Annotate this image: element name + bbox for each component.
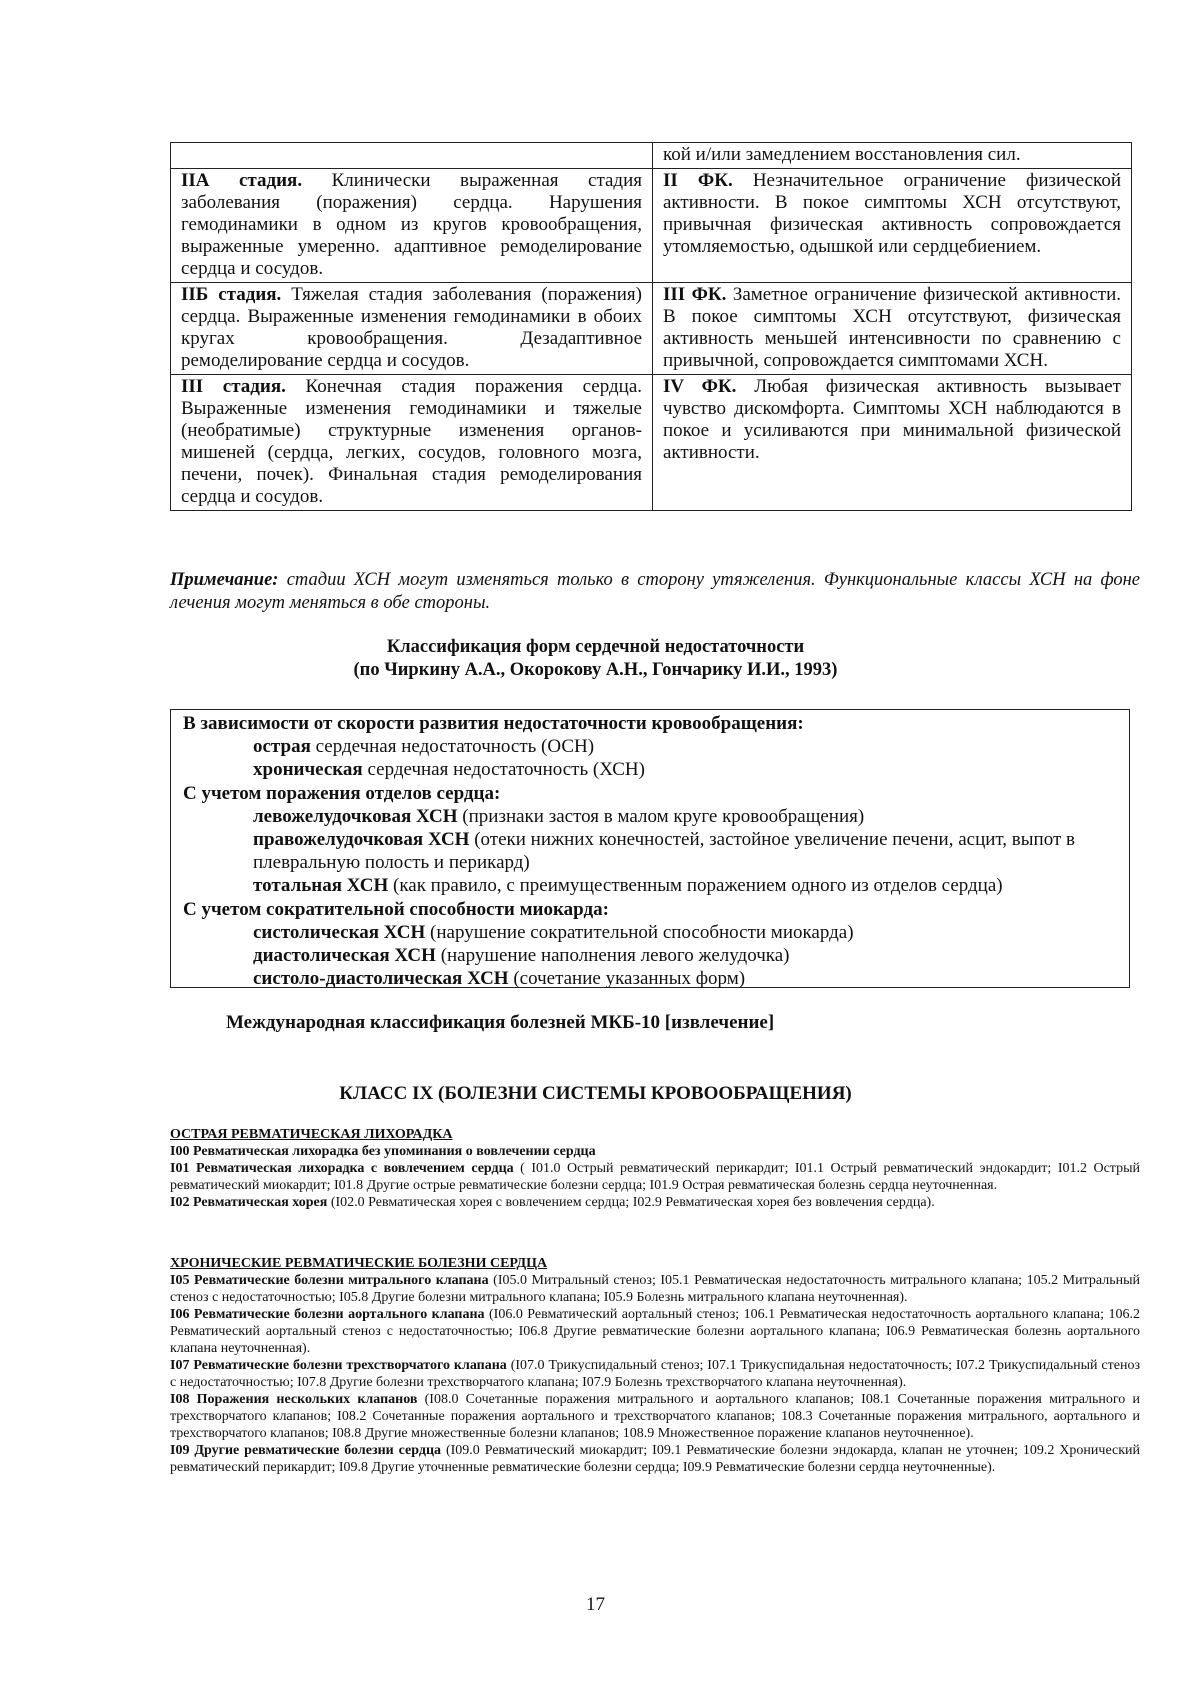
section-title: ОСТРАЯ РЕВМАТИЧЕСКАЯ ЛИХОРАДКА [170,1127,453,1142]
page-number: 17 [586,1594,605,1615]
forms-classification-box [170,709,1130,988]
fc-label: II ФК. [663,170,733,191]
icd-class-title: КЛАСС IX (БОЛЕЗНИ СИСТЕМЫ КРОВООБРАЩЕНИЯ) [339,1083,852,1104]
list-item: систолическая ХСН (нарушение сократительной способности миокарда) [253,921,854,943]
list-item: диастолическая ХСН (нарушение наполнения левого желудочка) [253,945,790,967]
forms-subtitle: (по Чиркину А.А., Окорокову А.Н., Гончарику И.И., 1993) [353,660,838,680]
stage-label: IIА стадия. [181,170,303,191]
fc-cell [653,169,1132,283]
icd-section-acute [170,1126,1140,1211]
list-item: левожелудочковая ХСН (признаки застоя в малом круге кровообращения) [253,805,865,827]
fc-description: Заметное ограничение физической активности. В покое симптомы ХСН отсутствуют, физическая активность меньшей интенсивности по сравнению с привычной, сопровождается симптомами ХСН. [663,284,1122,371]
icd-title: Международная классификация болезней МКБ-10 [извлечение] [226,1012,775,1033]
icd-entry: I00 Ревматическая лихорадка без упоминания о вовлечении сердца [170,1144,596,1159]
stage-cell [171,375,653,511]
stage-cell [171,283,653,375]
fc-cell [653,375,1132,511]
icd-entry: I06 Ревматические болезни аортального клапана (I06.0 Ревматический аортальный стеноз; 106.1 Ревматическая недостаточность аортального клапана; 106.2 Ревматический аортальный стеноз с недостаточностью; I06.8 Другие ревматические болезни аортального клапана; I06.9 Ревматическая болезнь аортального клапана неуточненная). [170,1307,1140,1356]
stage-description: Клинически выраженная стадия заболевания (поражения) сердца. Нарушения гемодинамики в одном из кругов кровообращения, выраженные умеренно. адаптивное ремоделирование сердца и сосудов. [181,170,642,279]
fc-cell [653,283,1132,375]
list-item: правожелудочковая ХСН (отеки нижних конечностей, застойное увеличение печени, асцит, выпот в плевральную полость и перикард) [253,829,1075,874]
fc-label: IV ФК. [663,376,737,397]
fc-description: Любая физическая активность вызывает чувство дискомфорта. Симптомы ХСН наблюдаются в покое и усиливаются при минимальной физической активности. [663,376,1121,463]
table-row [171,143,1132,169]
stage-description: Тяжелая стадия заболевания (поражения) сердца. Выраженные изменения гемодинамики в обоих кругах кровообращения. Дезадаптивное ремоделирование сердца и сосудов. [181,284,643,371]
stage-label: III стадия. [181,376,286,397]
icd-entry: I05 Ревматические болезни митрального клапана (I05.0 Митральный стеноз; I05.1 Ревматическая недостаточность митрального клапана; 105.2 Митральный стеноз с недостаточностью; I05.8 Другие болезни митрального клапана; I05.9 Болезнь митрального клапана неуточненная). [170,1273,1140,1305]
note-label: Примечание: [170,570,279,590]
section-title: ХРОНИЧЕСКИЕ РЕВМАТИЧЕСКИЕ БОЛЕЗНИ СЕРДЦА [170,1256,548,1271]
note-text: стадии ХСН могут изменяться только в сторону утяжеления. Функциональные классы ХСН на фоне лечения могут меняться в обе стороны. [170,570,1140,613]
stage-label: IIБ стадия. [181,284,282,305]
icd-entry: I07 Ревматические болезни трехстворчатого клапана (I07.0 Трикуспидальный стеноз; I07.1 Трикуспидальная недостаточность; I07.2 Трикуспидальный стеноз с недостаточностью; I07.8 Другие болезни трехстворчатого клапана; I07.9 Болезнь трехстворчатого клапана неуточненная). [170,1358,1140,1390]
table-row [171,169,1132,283]
forms-title: Классификация форм сердечной недостаточности [386,637,805,657]
icd-entry: I02 Ревматическая хорея (I02.0 Ревматическая хорея с вовлечением сердца; I02.9 Ревматическая хорея без вовлечения сердца). [170,1195,935,1210]
fc-cell: кой и/или замедлением восстановления сил. [653,143,1132,169]
stages-table [170,142,1132,511]
list-item: систоло-диастолическая ХСН (сочетание указанных форм) [253,968,746,990]
list-item: острая сердечная недостаточность (ОСН) [253,736,595,758]
table-row [171,283,1132,375]
stage-description: Конечная стадия поражения сердца. Выраженные изменения гемодинамики и тяжелые (необратимые) структурные изменения органов-мишеней (сердца, легких, сосудов, головного мозга, печени, почек). Финальная стадия ремоделирования сердца и сосудов. [181,376,643,507]
icd-entry: I08 Поражения нескольких клапанов (I08.0 Сочетанные поражения митрального и аортального клапанов; I08.1 Сочетанные поражения митрального и трехстворчатого клапанов; I08.2 Сочетанные поражения аортального и трехстворчатого клапанов; 108.3 Сочетанные поражения митрального, аортального и трехстворчатого клапанов; I08.8 Другие множественные болезни клапанов; 108.9 Множественное поражение клапанов неуточненное). [170,1392,1140,1441]
note-paragraph [170,569,1140,615]
fc-description: Незначительное ограничение физической активности. В покое симптомы ХСН отсутствуют, привычная физическая активность сопровождается утомляемостью, одышкой или сердцебиением. [663,170,1121,257]
stage-cell [171,169,653,283]
group-title: С учетом поражения отделов сердца: [183,782,501,804]
list-item: тотальная ХСН (как правило, с преимущественным поражением одного из отделов сердца) [253,875,1003,897]
fc-label: III ФК. [663,284,727,305]
icd-entry: I09 Другие ревматические болезни сердца (I09.0 Ревматический миокардит; I09.1 Ревматические болезни эндокарда, клапан не уточнен; 109.2 Хронический ревматический перикардит; I09.8 Другие уточненные ревматические болезни сердца; I09.9 Ревматические болезни сердца неуточненные). [170,1443,1141,1475]
icd-section-chronic [170,1255,1140,1476]
group-title: С учетом сократительной способности миокарда: [183,898,609,920]
group-title: В зависимости от скорости развития недостаточности кровообращения: [183,713,804,734]
list-item: хроническая сердечная недостаточность (ХСН) [253,759,645,781]
stage-cell [171,143,653,169]
icd-entry: I01 Ревматическая лихорадка с вовлечением сердца ( I01.0 Острый ревматический перикардит; I01.1 Острый ревматический эндокардит; I01.2 Острый ревматический миокардит; I01.8 Другие острые ревматические болезни сердца; I01.9 Острая ревматическая болезнь сердца неуточненная. [170,1161,1140,1193]
table-row [171,375,1132,511]
